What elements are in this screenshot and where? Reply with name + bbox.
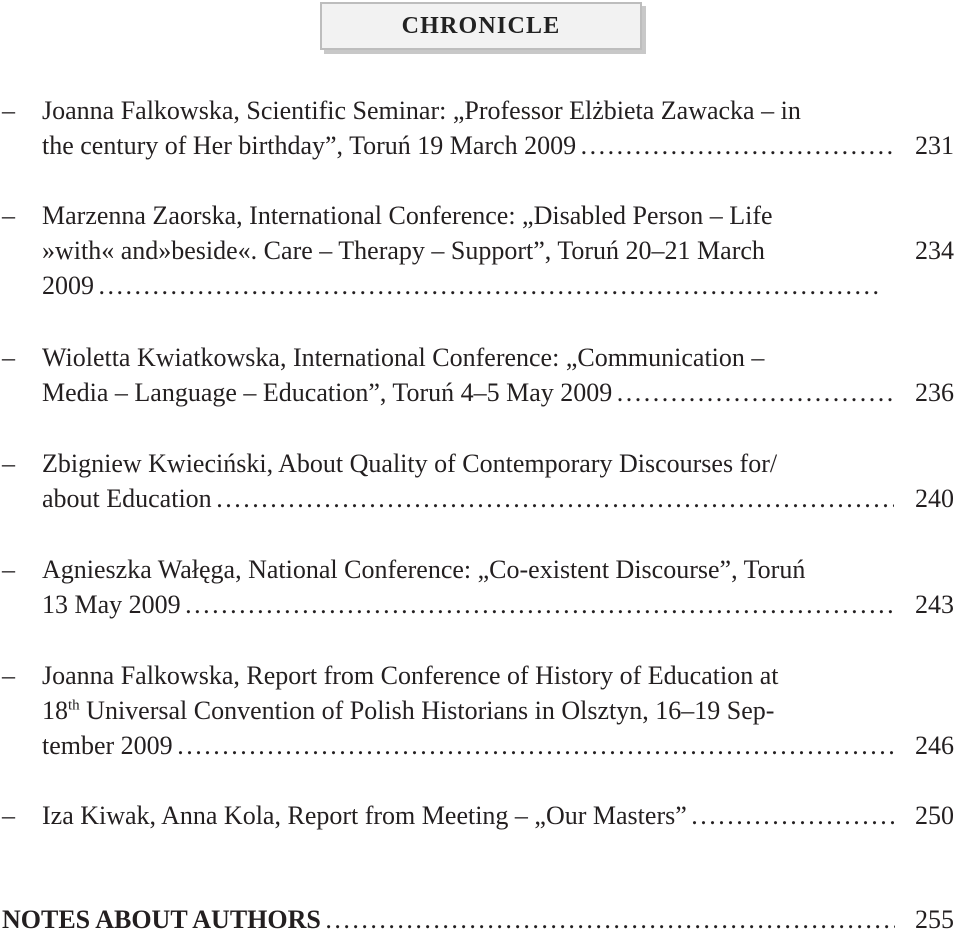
entry-dash: – [2,555,15,584]
entry-line: »with« and»beside«. Care – Therapy – Support”, Toruń 20–21 March [42,236,765,265]
entry-title [42,340,894,410]
entry-title [42,93,894,163]
entry-ordinal: 18 [42,696,68,725]
entry-line: Marzenna Zaorska, International Conference: „Disabled Person – Life [42,201,773,230]
entry-page-number: 236 [915,378,954,407]
toc-entry-notes-about-authors[interactable] [2,902,960,946]
entry-dash: – [2,661,15,690]
entry-title [42,198,894,303]
entry-line: Zbigniew Kwieciński, About Quality of Contemporary Discourses for/ [42,449,778,478]
entry-title [42,798,894,833]
entry-line: Joanna Falkowska, Scientific Seminar: „Professor Elżbieta Zawacka – in [42,96,801,125]
entry-line: 13 May 2009 . . . [42,587,894,622]
entry-page-number: 231 [915,131,954,160]
section-header-chronicle [320,2,642,50]
entry-line: 2009 . . . [42,268,894,303]
entry-line-text: Universal Convention of Polish Historians in Olsztyn, 16–19 Sep- [86,696,775,725]
entry-page-number: 240 [915,484,954,513]
entry-line: tember 2009 . . . [42,728,894,763]
entry-page-number: 243 [915,590,954,619]
entry-page-number: 246 [915,731,954,760]
notes-label: NOTES ABOUT AUTHORS . . . [2,902,895,937]
entry-line: the century of Her birthday”, Toruń 19 March 2009 . . . [42,128,894,163]
entry-line: Media – Language – Education”, Toruń 4–5 May 2009 . . . [42,375,894,410]
entry-line: about Education . . . [42,481,894,516]
entry-ordinal-suffix: th [68,697,80,714]
entry-dash: – [2,449,15,478]
entry-dash: – [2,343,15,372]
entry-title [42,446,894,516]
entry-page-number: 250 [915,801,954,830]
entry-dash: – [2,201,15,230]
entry-line: Joanna Falkowska, Report from Conference of History of Education at [42,661,779,690]
entry-line: Wioletta Kwiatkowska, International Conference: „Communication – [42,343,765,372]
entry-line: Iza Kiwak, Anna Kola, Report from Meeting – „Our Masters” . . . [42,798,894,833]
entry-line: Agnieszka Wałęga, National Conference: „Co-existent Discourse”, Toruń [42,555,806,584]
notes-page-number: 255 [915,905,954,934]
section-title: CHRONICLE [401,12,561,39]
entry-dash: – [2,96,15,125]
entry-line [42,693,894,728]
entry-title [42,658,894,763]
entry-page-number: 234 [915,236,954,265]
entry-dash: – [2,801,15,830]
entry-title [42,552,894,622]
